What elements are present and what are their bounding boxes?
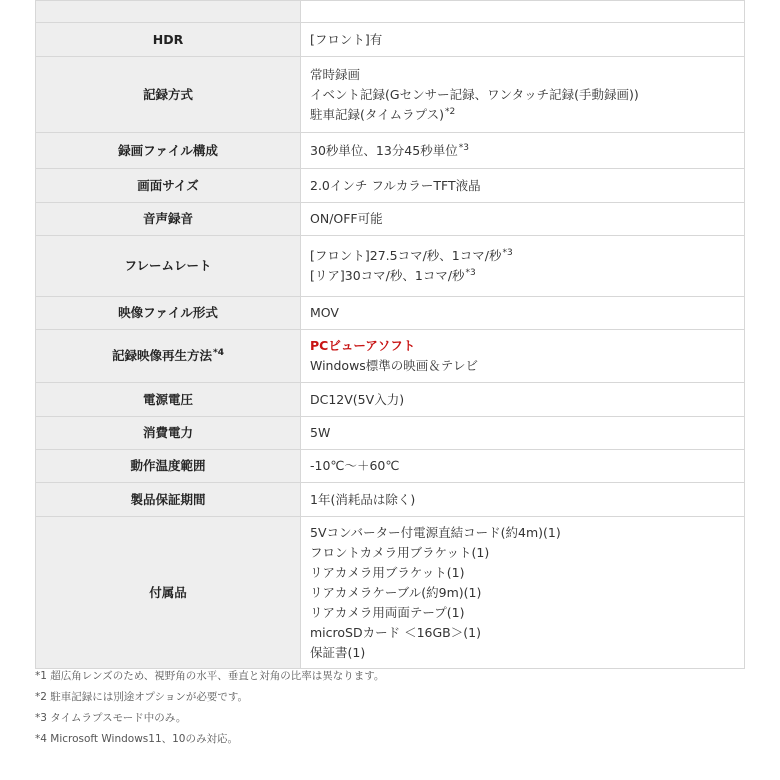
spec-row-warranty [36,483,745,517]
spec-value-line: Windows標準の映画＆テレビ [310,358,479,373]
accessory-item: リアカメラケーブル(約9m)(1) [310,584,482,600]
footnote-mark: *3 [458,142,469,153]
spec-label-accessories: 付属品 [36,517,301,669]
accessory-item: フロントカメラ用ブラケット(1) [310,544,490,560]
footnote-4: *4 Microsoft Windows11、10のみ対応。 [35,733,238,745]
spec-label-file-structure: 録画ファイル構成 [36,133,301,169]
spec-label-text: 記録映像再生方法 [112,348,213,363]
spec-value-file-structure [301,133,745,169]
spec-row-accessories [36,517,745,669]
spec-value-warranty [301,483,745,517]
footnote-mark: *3 [502,248,513,258]
spec-table [35,0,745,669]
accessory-item: 保証書(1) [310,644,366,660]
spec-value-line: 5W [310,425,331,440]
spec-value-line: イベント記録(Gセンサー記録、ワンタッチ記録(手動録画)) [310,86,639,102]
spec-row-power-consumption [36,417,745,450]
spec-value-text: [リア]30コマ/秒、1コマ/秒 [310,268,465,283]
spec-value-line: DC12V(5V入力) [310,391,405,407]
footnotes [35,666,755,750]
spec-value-frame-rate [301,236,745,297]
spec-value-power-voltage [301,383,745,417]
spec-label-screen-size: 画面サイズ [36,169,301,203]
spec-label-hdr: HDR [36,23,301,57]
spec-value-line-with-mark [310,266,744,286]
spec-row-recording-method [36,57,745,133]
footnote-mark: *4 [213,348,224,358]
spec-label-power-consumption: 消費電力 [36,417,301,450]
accessory-item: 5Vコンバーター付電源直結コード(約4m)(1) [310,524,561,540]
spec-label-recording-method: 記録方式 [36,57,301,133]
spec-value-power-consumption [301,417,745,450]
spec-row-screen-size [36,169,745,203]
spec-value-line-with-mark [310,141,744,161]
spec-value-text: [フロント]27.5コマ/秒、1コマ/秒 [310,248,502,263]
spec-label-power-voltage: 電源電圧 [36,383,301,417]
spec-row-file-structure [36,133,745,169]
spec-row-audio [36,203,745,236]
spec-label-frame-rate: フレームレート [36,236,301,297]
spec-value-accessories [301,517,745,669]
footnote-1: *1 超広角レンズのため、視野角の水平、垂直と対角の比率は異なります。 [35,670,385,682]
spec-value-recording-method [301,57,745,133]
spec-label-video-format: 映像ファイル形式 [36,297,301,330]
spec-value-playback-method [301,330,745,383]
spec-row-hdr [36,23,745,57]
spec-label-warranty: 製品保証期間 [36,483,301,517]
spec-value-line: MOV [310,305,339,320]
spec-value-line: 1年(消耗品は除く) [310,491,416,507]
spec-value-line-with-mark [310,246,744,266]
footnote-mark: *3 [465,268,476,278]
spec-value-line: ON/OFF可能 [310,211,383,226]
spec-row-video-format [36,297,745,330]
spec-row-operating-temperature [36,450,745,483]
spec-row-playback-method [36,330,745,383]
spec-value-operating-temperature [301,450,745,483]
spec-row-frame-rate [36,236,745,297]
spec-row-power-voltage [36,383,745,417]
spec-value-video-format [301,297,745,330]
spec-value-line-with-mark [310,105,744,125]
spec-label-audio: 音声録音 [36,203,301,236]
spec-label-operating-temperature: 動作温度範囲 [36,450,301,483]
spec-value-text: 30秒単位、13分45秒単位 [310,142,458,158]
spec-value-line: 2.0インチ フルカラーTFT液晶 [310,177,481,193]
spec-row-top-spacer [36,1,745,23]
spec-label-playback-method [36,330,301,383]
footnote-mark: *2 [445,106,456,117]
spec-value-line: 常時録画 [310,66,361,82]
footnote-2: *2 駐車記録には別途オプションが必要です。 [35,691,248,703]
pc-viewer-software-link[interactable]: PCビューアソフト [310,338,416,353]
accessory-item: リアカメラ用ブラケット(1) [310,564,465,580]
spec-value-hdr [301,23,745,57]
spec-value-text: 駐車記録(タイムラプス) [310,106,445,122]
accessory-item: microSDカード ＜16GB＞(1) [310,624,481,640]
spec-value-screen-size [301,169,745,203]
accessory-item: リアカメラ用両面テープ(1) [310,604,465,620]
spec-value-line: [フロント]有 [310,31,383,47]
footnote-3: *3 タイムラプスモード中のみ。 [35,712,187,724]
spec-value-audio [301,203,745,236]
spec-value-line: -10℃～＋60℃ [310,458,400,473]
